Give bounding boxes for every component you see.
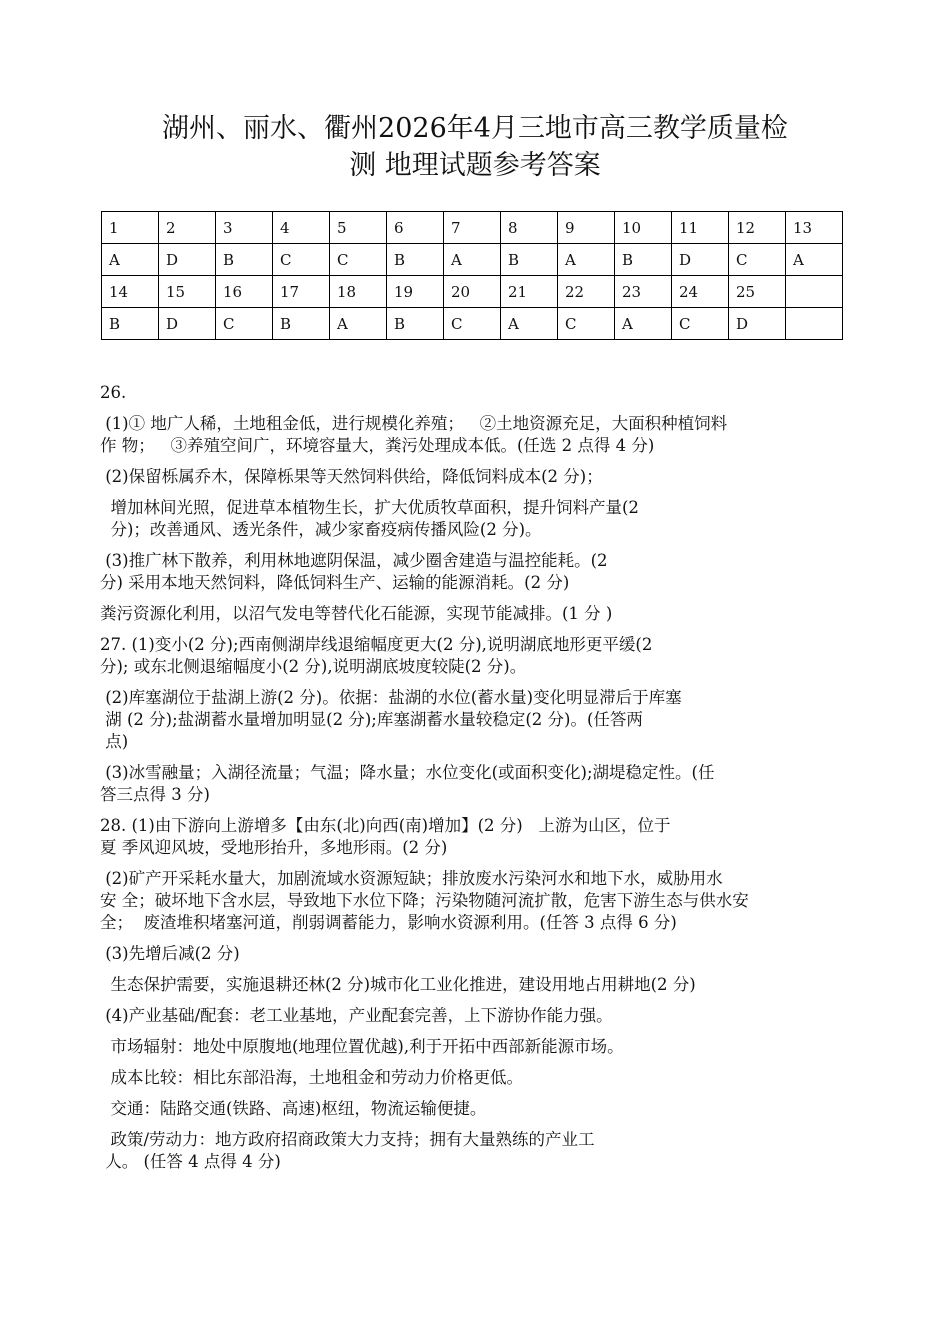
question-number-cell: 18 — [330, 276, 387, 308]
q26-part3: (3)推广林下散养，利用林地遮阴保温，减少圈舍建造与温控能耗。(2 分) 采用本地天然饲料，降低饲料生产、运输的能源消耗。(2 分) — [100, 551, 608, 592]
answer-cell: D — [159, 244, 216, 276]
q27-part2: (2)库塞湖位于盐湖上游(2 分)。依据：盐湖的水位(蓄水量)变化明显滞后于库塞 湖 (2 分);盐湖蓄水量增加明显(2 分);库塞湖蓄水量较稳定(2 分)。(任答两 点) — [105, 688, 682, 751]
answer-cell: C — [330, 244, 387, 276]
question-number-cell — [786, 276, 843, 308]
question-number-cell: 16 — [216, 276, 273, 308]
q28-part4-policy: 政策/劳动力：地方政府招商政策大力支持；拥有大量熟练的产业工 人。 (任答 4 点得 4 分) — [105, 1130, 595, 1171]
answer-cell: A — [558, 244, 615, 276]
question-number-cell: 12 — [729, 212, 786, 244]
answer-cell: B — [387, 244, 444, 276]
q28-part4: (4)产业基础/配套：老工业基地，产业配套完善，上下游协作能力强。 — [100, 1006, 613, 1025]
q28-part1: 28. (1)由下游向上游增多【由东(北)向西(南)增加】(2 分) 上游为山区，位于 夏 季风迎风坡，受地形抬升，多地形雨。(2 分) — [100, 816, 671, 857]
question-number-cell: 22 — [558, 276, 615, 308]
question-number-cell: 6 — [387, 212, 444, 244]
q28-part4-market: 市场辐射：地处中原腹地(地理位置优越),利于开拓中西部新能源市场。 — [100, 1037, 624, 1056]
answer-cell: B — [102, 308, 159, 340]
answer-cell: B — [387, 308, 444, 340]
q28-part4-transport: 交通：陆路交通(铁路、高速)枢纽，物流运输便捷。 — [100, 1099, 487, 1118]
question-number-cell: 25 — [729, 276, 786, 308]
answer-cell: C — [558, 308, 615, 340]
q27-part3: (3)冰雪融量；入湖径流量；气温；降水量；水位变化(或面积变化);湖堤稳定性。(任 答三点得 3 分) — [100, 763, 715, 804]
q26-part3-cont: 粪污资源化利用，以沼气发电等替代化石能源，实现节能减排。(1 分 ) — [100, 604, 613, 623]
answer-cell: A — [615, 308, 672, 340]
answer-cell: B — [615, 244, 672, 276]
title-line-2: 测 地理试题参考答案 — [349, 150, 601, 181]
question-number-cell: 10 — [615, 212, 672, 244]
answer-cell: C — [672, 308, 729, 340]
question-number-cell: 11 — [672, 212, 729, 244]
answer-table — [101, 211, 843, 340]
answer-cell: C — [729, 244, 786, 276]
q26-part2-cont: 增加林间光照，促进草本植物生长，扩大优质牧草面积，提升饲料产量(2 分)；改善通风、透光条件，减少家畜疫病传播风险(2 分)。 — [110, 498, 639, 539]
question-number-cell: 1 — [102, 212, 159, 244]
q28-part2: (2)矿产开采耗水量大，加剧流域水资源短缺；排放废水污染河水和地下水，威胁用水 安 全；破坏地下含水层，导致地下水位下降；污染物随河流扩散，危害下游生态与供水安 全； 废渣堆积堵塞河道，削弱调蓄能力，影响水资源利用。(任答 3 点得 6 分) — [100, 869, 749, 932]
q28-part3: (3)先增后减(2 分) — [100, 944, 240, 963]
question-number-cell: 9 — [558, 212, 615, 244]
answer-cell: C — [273, 244, 330, 276]
question-number-cell: 15 — [159, 276, 216, 308]
answer-cell: D — [672, 244, 729, 276]
question-number-cell: 7 — [444, 212, 501, 244]
answer-row — [102, 244, 843, 276]
question-number-cell: 8 — [501, 212, 558, 244]
answers-body — [100, 382, 850, 1173]
question-number-cell: 17 — [273, 276, 330, 308]
q27-part1: 27. (1)变小(2 分);西南侧湖岸线退缩幅度更大(2 分),说明湖底地形更平缓(2 分); 或东北侧退缩幅度小(2 分),说明湖底坡度较陡(2 分)。 — [100, 635, 653, 676]
answer-cell: D — [729, 308, 786, 340]
q26-number: 26. — [100, 383, 127, 402]
question-number-cell: 23 — [615, 276, 672, 308]
question-number-row — [102, 276, 843, 308]
answer-cell: C — [444, 308, 501, 340]
answer-cell: A — [330, 308, 387, 340]
question-number-row — [102, 212, 843, 244]
page-title — [100, 110, 850, 184]
question-number-cell: 20 — [444, 276, 501, 308]
answer-cell: A — [102, 244, 159, 276]
question-number-cell: 19 — [387, 276, 444, 308]
title-line-1: 湖州、丽水、衢州2026年4月三地市高三教学质量检 — [162, 113, 788, 144]
q26-part1: (1)① 地广人稀，土地租金低，进行规模化养殖； ②土地资源充足，大面积种植饲料 作 物； ③养殖空间广，环境容量大，粪污处理成本低。(任选 2 点得 4 分) — [100, 414, 728, 455]
q28-part3-cont: 生态保护需要，实施退耕还林(2 分)城市化工业化推进，建设用地占用耕地(2 分) — [100, 975, 696, 994]
answer-cell: B — [273, 308, 330, 340]
answer-cell: A — [501, 308, 558, 340]
q26-part2: (2)保留栎属乔木，保障栎果等天然饲料供给，降低饲料成本(2 分)； — [100, 467, 603, 486]
answer-cell: C — [216, 308, 273, 340]
question-number-cell: 2 — [159, 212, 216, 244]
answer-cell: A — [786, 244, 843, 276]
q28-part4-cost: 成本比较：相比东部沿海，土地租金和劳动力价格更低。 — [100, 1068, 523, 1087]
answer-cell: B — [501, 244, 558, 276]
answer-row — [102, 308, 843, 340]
question-number-cell: 13 — [786, 212, 843, 244]
question-number-cell: 4 — [273, 212, 330, 244]
question-number-cell: 3 — [216, 212, 273, 244]
question-number-cell: 21 — [501, 276, 558, 308]
question-number-cell: 24 — [672, 276, 729, 308]
answer-cell: A — [444, 244, 501, 276]
question-number-cell: 14 — [102, 276, 159, 308]
answer-cell: B — [216, 244, 273, 276]
question-number-cell: 5 — [330, 212, 387, 244]
answer-cell: D — [159, 308, 216, 340]
answer-cell — [786, 308, 843, 340]
